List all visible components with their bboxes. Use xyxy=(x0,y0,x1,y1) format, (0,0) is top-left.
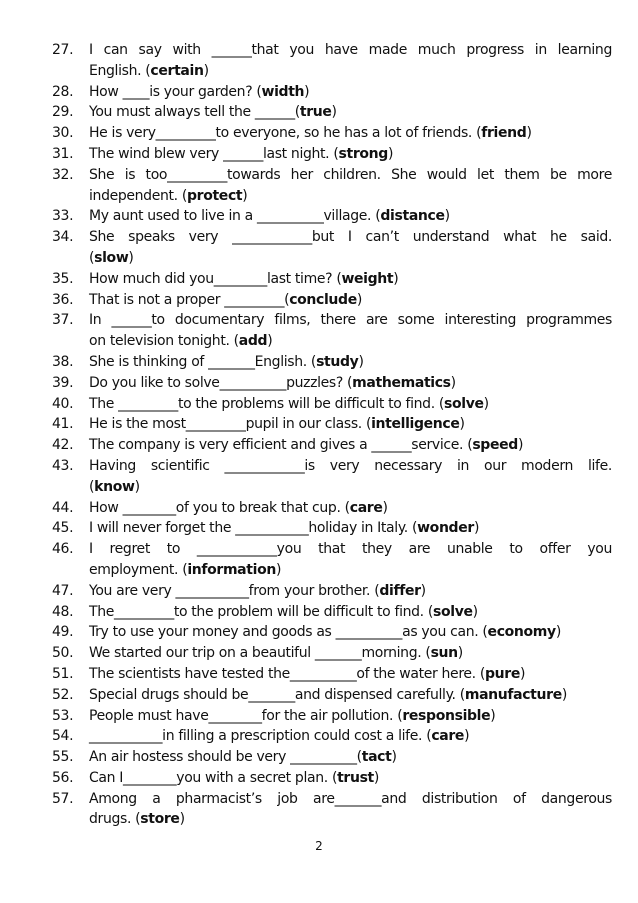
sentence-text: The_________to the problem will be difficult to find. ( xyxy=(89,603,433,620)
word-hint: solve xyxy=(444,395,484,412)
sentence-text: ) xyxy=(356,291,362,308)
word-hint: slow xyxy=(94,249,129,266)
sentence-text: Having scientific ____________is very necessary in our modern life. xyxy=(89,457,612,474)
word-hint: trust xyxy=(337,769,374,786)
exercise-sentence xyxy=(89,40,612,82)
sentence-line xyxy=(89,498,612,519)
sentence-line xyxy=(89,227,612,248)
sentence-text: ) xyxy=(267,333,273,350)
exercise-sentence xyxy=(89,726,612,747)
sentence-line xyxy=(89,809,612,830)
word-hint: economy xyxy=(487,624,556,641)
exercise-number: 45. xyxy=(52,520,74,537)
exercise-sentence xyxy=(89,643,612,664)
exercise-sentence xyxy=(89,310,612,352)
exercise-sentence xyxy=(89,685,612,706)
sentence-text: The wind blew very ______last night. ( xyxy=(89,145,339,162)
exercise-number: 39. xyxy=(52,374,74,391)
sentence-text: Can I________you with a secret plan. ( xyxy=(89,769,338,786)
sentence-text: ) xyxy=(373,769,380,786)
sentence-line xyxy=(89,310,612,331)
sentence-line xyxy=(89,560,612,581)
exercise-sentence xyxy=(89,435,612,456)
sentence-text: He is very_________to everyone, so he has a lot of friends. ( xyxy=(89,125,482,142)
exercise-number: 51. xyxy=(52,665,74,682)
exercise-sentence xyxy=(89,102,612,123)
exercise-number: 38. xyxy=(52,353,74,370)
exercise-sentence xyxy=(89,394,612,415)
exercise-item xyxy=(52,206,612,227)
sentence-text: ) xyxy=(242,187,248,204)
page-number: 2 xyxy=(315,839,323,853)
sentence-text: ) xyxy=(203,62,209,79)
exercise-item xyxy=(52,40,612,82)
sentence-text: ) xyxy=(444,208,450,225)
word-hint: true xyxy=(299,104,332,121)
sentence-text: ) xyxy=(520,665,526,682)
exercise-item xyxy=(52,768,612,789)
sentence-text: ( xyxy=(89,249,95,266)
exercise-number: 56. xyxy=(52,769,74,786)
sentence-line xyxy=(89,61,612,82)
exercise-sentence xyxy=(89,581,612,602)
exercise-item xyxy=(52,414,612,435)
sentence-text: ) xyxy=(128,249,134,266)
sentence-text: I can say with ______that you have made much progress in learning xyxy=(89,42,612,58)
exercise-number: 30. xyxy=(52,125,74,142)
word-hint: responsible xyxy=(402,707,491,724)
sentence-text: ) xyxy=(517,437,524,454)
sentence-line xyxy=(89,747,612,768)
sentence-line xyxy=(89,602,612,623)
exercise-number: 27. xyxy=(52,42,74,58)
exercise-item xyxy=(52,310,612,352)
sentence-text: In ______to documentary films, there are some interesting programmes xyxy=(89,312,612,329)
exercise-number: 50. xyxy=(52,645,74,662)
sentence-text: independent. ( xyxy=(89,187,187,204)
exercise-item xyxy=(52,789,612,831)
sentence-line xyxy=(89,186,612,207)
exercise-number: 44. xyxy=(52,499,74,516)
exercise-item xyxy=(52,581,612,602)
sentence-line xyxy=(89,435,612,456)
exercise-sentence xyxy=(89,144,612,165)
sentence-line xyxy=(89,331,612,352)
exercise-item xyxy=(52,352,612,373)
sentence-text: How ____is your garden? ( xyxy=(89,83,262,100)
exercise-number: 31. xyxy=(52,145,74,162)
exercise-item xyxy=(52,227,612,269)
word-hint: width xyxy=(261,83,305,100)
sentence-text: employment. ( xyxy=(89,561,188,578)
sentence-text: ) xyxy=(450,374,456,391)
exercise-number: 37. xyxy=(52,312,74,329)
exercise-item xyxy=(52,747,612,768)
sentence-text: ) xyxy=(134,478,140,495)
exercise-number: 32. xyxy=(52,166,74,183)
sentence-text: ) xyxy=(358,353,364,370)
sentence-line xyxy=(89,414,612,435)
sentence-text: ) xyxy=(483,395,489,412)
sentence-text: She is too_________towards her children. She would let them be more xyxy=(89,166,612,183)
word-hint: certain xyxy=(150,62,204,79)
sentence-line xyxy=(89,144,612,165)
exercise-number: 52. xyxy=(52,686,74,703)
sentence-line xyxy=(89,539,612,560)
sentence-text: ) xyxy=(490,707,496,724)
sentence-text: ) xyxy=(179,811,185,828)
word-hint: mathematics xyxy=(352,374,451,391)
word-hint: friend xyxy=(481,125,527,142)
exercise-sentence xyxy=(89,498,612,519)
sentence-text: Try to use your money and goods as __________as you can. ( xyxy=(89,624,488,641)
exercise-number: 54. xyxy=(52,728,74,745)
sentence-text: ) xyxy=(391,749,397,766)
sentence-line xyxy=(89,165,612,186)
sentence-text: She speaks very ____________but I can’t understand what he said. xyxy=(89,229,612,246)
sentence-line xyxy=(89,726,612,747)
sentence-line xyxy=(89,581,612,602)
exercise-item xyxy=(52,435,612,456)
sentence-text: ___________in filling a prescription could cost a life. ( xyxy=(89,728,432,745)
exercise-sentence xyxy=(89,622,612,643)
word-hint: study xyxy=(316,353,359,370)
exercise-number: 57. xyxy=(52,790,74,807)
sentence-text: You must always tell the ______( xyxy=(89,104,300,121)
sentence-text: ) xyxy=(457,645,463,662)
sentence-text: ) xyxy=(393,270,399,287)
exercise-item xyxy=(52,290,612,311)
sentence-text: ) xyxy=(331,104,337,121)
exercise-sentence xyxy=(89,768,612,789)
word-hint: care xyxy=(349,499,383,516)
sentence-line xyxy=(89,477,612,498)
exercise-item xyxy=(52,706,612,727)
sentence-line xyxy=(89,789,612,810)
exercise-number: 40. xyxy=(52,395,74,412)
word-hint: speed xyxy=(472,437,518,454)
sentence-text: How much did you________last time? ( xyxy=(89,270,342,287)
sentence-text: You are very ___________from your brother. ( xyxy=(89,582,380,599)
sentence-text: ) xyxy=(459,416,465,433)
sentence-line xyxy=(89,456,612,477)
word-hint: tact xyxy=(361,749,392,766)
sentence-line xyxy=(89,206,612,227)
exercise-sentence xyxy=(89,373,612,394)
word-hint: pure xyxy=(485,665,520,682)
exercise-sentence xyxy=(89,352,612,373)
sentence-line xyxy=(89,622,612,643)
exercise-item xyxy=(52,498,612,519)
exercise-number: 41. xyxy=(52,416,74,433)
exercise-sentence xyxy=(89,456,612,498)
sentence-text: ) xyxy=(304,83,310,100)
word-hint: information xyxy=(187,561,276,578)
exercise-sentence xyxy=(89,290,612,311)
sentence-text: The company is very efficient and gives a ______service. ( xyxy=(89,437,473,454)
exercise-sentence xyxy=(89,165,612,207)
sentence-text: English. ( xyxy=(89,62,151,79)
sentence-text: An air hostess should be very __________( xyxy=(89,749,362,766)
sentence-text: drugs. ( xyxy=(89,811,141,828)
sentence-line xyxy=(89,394,612,415)
sentence-text: The _________to the problems will be difficult to find. ( xyxy=(89,395,445,412)
exercise-number: 47. xyxy=(52,582,74,599)
sentence-text: People must have________for the air pollution. ( xyxy=(89,707,403,724)
sentence-line xyxy=(89,102,612,123)
sentence-line xyxy=(89,82,612,103)
word-hint: distance xyxy=(380,208,445,225)
exercise-item xyxy=(52,269,612,290)
word-hint: care xyxy=(431,728,465,745)
word-hint: solve xyxy=(433,603,473,620)
sentence-line xyxy=(89,518,612,539)
exercise-item xyxy=(52,123,612,144)
sentence-text: ) xyxy=(526,125,532,142)
exercise-item xyxy=(52,602,612,623)
exercise-sentence xyxy=(89,227,612,269)
word-hint: manufacture xyxy=(464,686,562,703)
word-hint: protect xyxy=(186,187,243,204)
exercise-number: 35. xyxy=(52,270,74,287)
exercise-item xyxy=(52,664,612,685)
exercise-number: 29. xyxy=(52,104,74,121)
exercise-number: 33. xyxy=(52,208,74,225)
exercise-sentence xyxy=(89,539,612,581)
sentence-line xyxy=(89,269,612,290)
sentence-line xyxy=(89,248,612,269)
word-hint: add xyxy=(238,333,268,350)
sentence-text: Among a pharmacist’s job are_______and distribution of dangerous xyxy=(89,790,612,807)
word-hint: intelligence xyxy=(371,416,460,433)
sentence-text: ) xyxy=(275,561,282,578)
sentence-text: on television tonight. ( xyxy=(89,333,239,350)
sentence-line xyxy=(89,352,612,373)
sentence-text: She is thinking of _______English. ( xyxy=(89,353,317,370)
word-hint: weight xyxy=(341,270,394,287)
exercise-item xyxy=(52,622,612,643)
exercise-item xyxy=(52,394,612,415)
sentence-text: ( xyxy=(89,478,95,495)
sentence-text: I will never forget the ___________holiday in Italy. ( xyxy=(89,520,418,537)
sentence-text: ) xyxy=(382,499,388,516)
exercise-item xyxy=(52,685,612,706)
exercise-item xyxy=(52,165,612,207)
word-hint: strong xyxy=(338,145,388,162)
sentence-line xyxy=(89,768,612,789)
sentence-text: ) xyxy=(420,582,426,599)
sentence-text: Do you like to solve__________puzzles? ( xyxy=(89,374,353,391)
exercise-item xyxy=(52,456,612,498)
exercise-number: 36. xyxy=(52,291,74,308)
exercise-sentence xyxy=(89,664,612,685)
exercise-item xyxy=(52,518,612,539)
exercise-number: 55. xyxy=(52,749,74,766)
sentence-text: That is not a proper _________( xyxy=(89,291,290,308)
sentence-text: ) xyxy=(561,686,567,703)
exercise-item xyxy=(52,373,612,394)
exercise-number: 49. xyxy=(52,624,74,641)
exercise-item xyxy=(52,144,612,165)
sentence-line xyxy=(89,643,612,664)
sentence-text: ) xyxy=(387,145,394,162)
sentence-line xyxy=(89,290,612,311)
sentence-text: How ________of you to break that cup. ( xyxy=(89,499,350,516)
sentence-line xyxy=(89,664,612,685)
sentence-text: We started our trip on a beautiful _______morning. ( xyxy=(89,645,431,662)
sentence-text: My aunt used to live in a __________village. ( xyxy=(89,208,381,225)
exercise-number: 46. xyxy=(52,541,74,558)
exercise-sentence xyxy=(89,206,612,227)
exercise-sentence xyxy=(89,269,612,290)
exercise-sentence xyxy=(89,518,612,539)
exercise-sentence xyxy=(89,414,612,435)
exercise-sentence xyxy=(89,706,612,727)
sentence-text: Special drugs should be_______and dispensed carefully. ( xyxy=(89,686,465,703)
word-hint: differ xyxy=(379,582,421,599)
sentence-text: ) xyxy=(473,520,480,537)
sentence-line xyxy=(89,123,612,144)
sentence-line xyxy=(89,40,612,61)
word-hint: wonder xyxy=(417,520,474,537)
exercise-number: 42. xyxy=(52,437,74,454)
exercise-sentence xyxy=(89,602,612,623)
exercise-sentence xyxy=(89,747,612,768)
sentence-text: The scientists have tested the__________of the water here. ( xyxy=(89,665,485,682)
exercise-item xyxy=(52,539,612,581)
word-hint: conclude xyxy=(289,291,357,308)
sentence-text: ) xyxy=(464,728,470,745)
sentence-line xyxy=(89,685,612,706)
sentence-text: I regret to ____________you that they are unable to offer you xyxy=(89,541,612,558)
sentence-text: ) xyxy=(555,624,561,641)
word-hint: know xyxy=(94,478,135,495)
word-hint: sun xyxy=(430,645,458,662)
exercise-number: 28. xyxy=(52,83,74,100)
exercise-number: 53. xyxy=(52,707,74,724)
exercise-sentence xyxy=(89,82,612,103)
sentence-line xyxy=(89,706,612,727)
exercise-item xyxy=(52,102,612,123)
exercise-number: 34. xyxy=(52,229,74,246)
exercise-sentence xyxy=(89,789,612,831)
exercise-item xyxy=(52,643,612,664)
sentence-line xyxy=(89,373,612,394)
exercise-list xyxy=(52,40,612,830)
exercise-number: 48. xyxy=(52,603,74,620)
sentence-text: He is the most_________pupil in our class. ( xyxy=(89,416,372,433)
word-hint: store xyxy=(140,811,180,828)
exercise-item xyxy=(52,82,612,103)
sentence-text: ) xyxy=(472,603,478,620)
exercise-number: 43. xyxy=(52,457,74,474)
exercise-sentence xyxy=(89,123,612,144)
exercise-item xyxy=(52,726,612,747)
